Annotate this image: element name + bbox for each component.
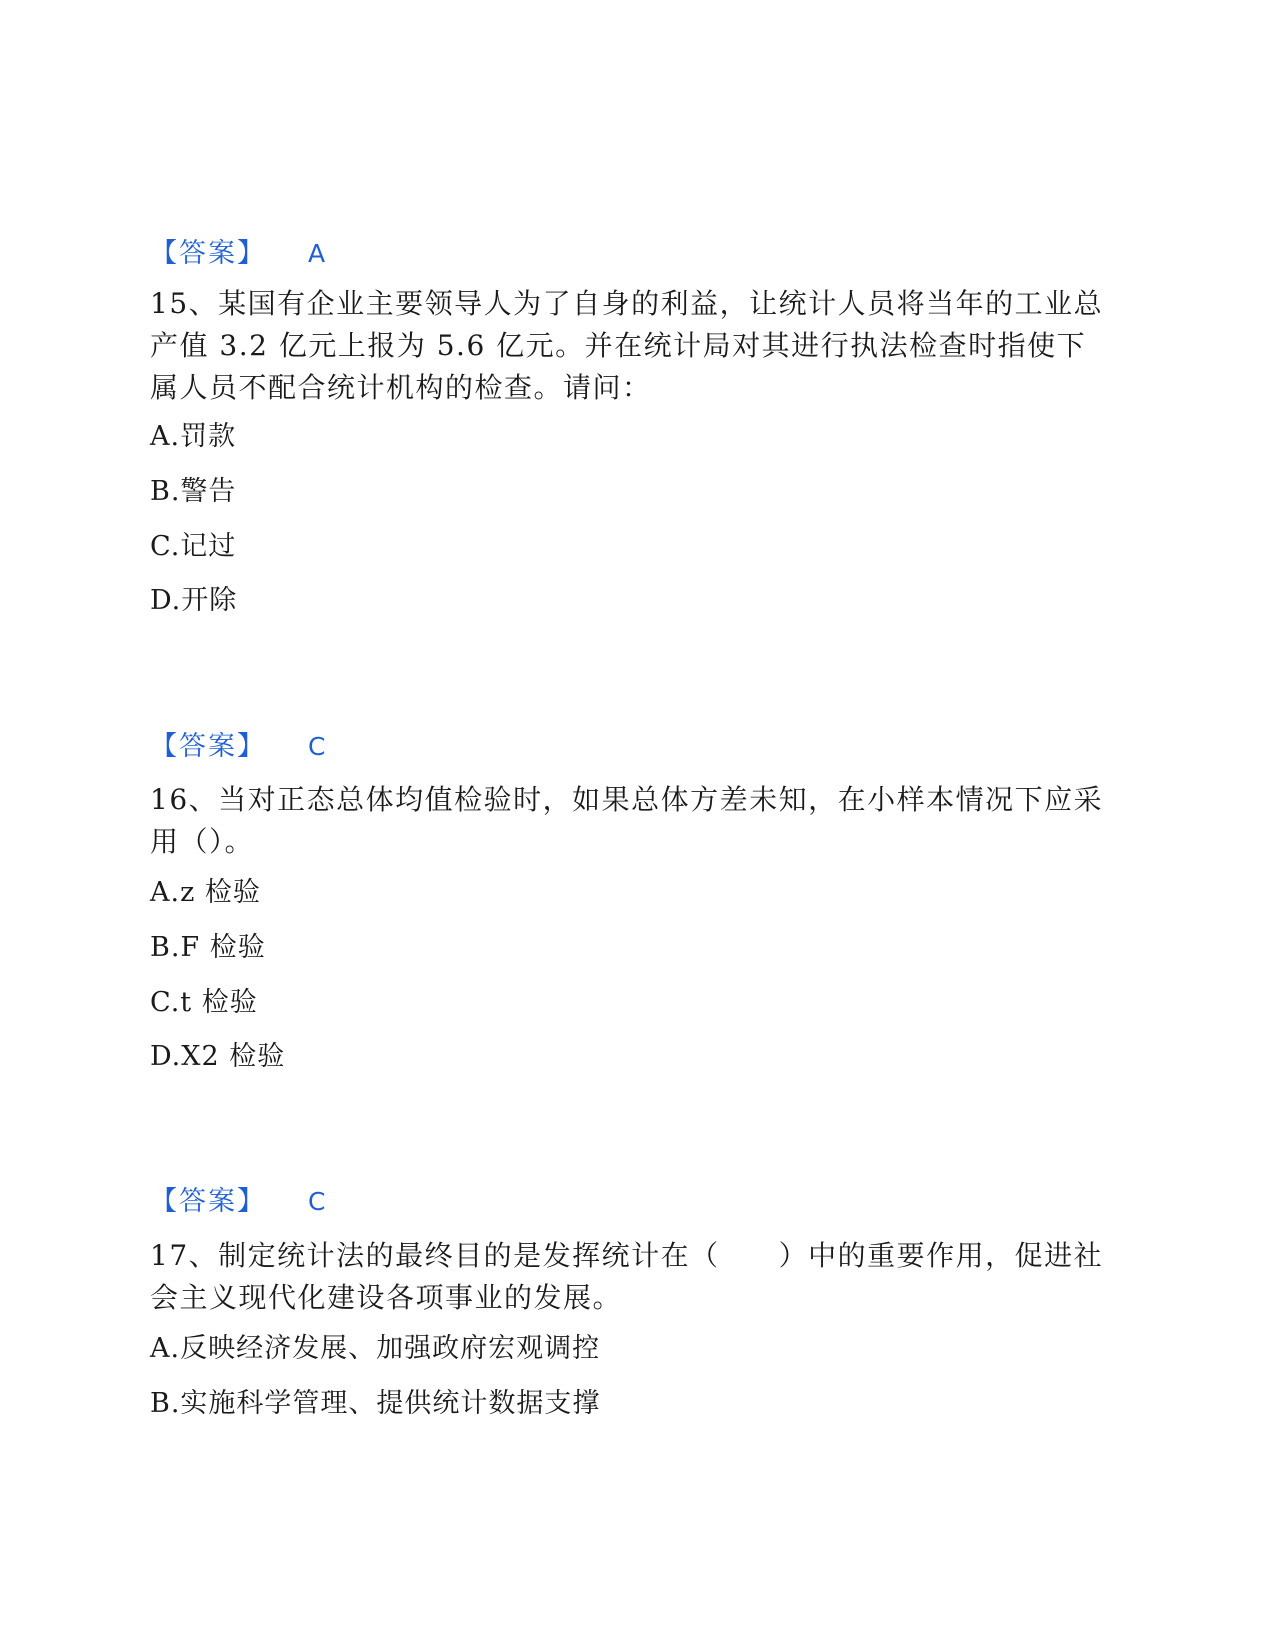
answer-label: 【答案】 [150, 238, 266, 269]
question-text: 17、制定统计法的最终目的是发挥统计在（ ）中的重要作用，促进社会主义现代化建设各项事业的发展。 [150, 1239, 1104, 1314]
option-a: A.反映经济发展、加强政府宏观调控 [150, 1333, 601, 1364]
answer-value: A [308, 239, 326, 268]
option-c: C.记过 [150, 531, 237, 562]
option-d: D.开除 [150, 585, 238, 616]
option-d: D.X2 检验 [150, 1041, 286, 1072]
option-a: A.z 检验 [150, 877, 261, 908]
answer-value: C [308, 732, 326, 761]
option-b: B.F 检验 [150, 932, 266, 963]
option-b: B.实施科学管理、提供统计数据支撑 [150, 1388, 601, 1419]
answer-line [150, 1182, 326, 1222]
option-a: A.罚款 [150, 421, 237, 452]
option-c: C.t 检验 [150, 987, 258, 1018]
answer-label: 【答案】 [150, 731, 266, 762]
question-text: 16、当对正态总体均值检验时，如果总体方差未知，在小样本情况下应采用（）。 [150, 783, 1104, 858]
answer-line [150, 234, 326, 274]
option-b: B.警告 [150, 476, 237, 507]
answer-line [150, 727, 326, 767]
answer-value: C [308, 1187, 326, 1216]
question-text: 15、某国有企业主要领导人为了自身的利益，让统计人员将当年的工业总产值 3.2 亿元上报为 5.6 亿元。并在统计局对其进行执法检查时指使下属人员不配合统计机构的检查。请问： [150, 287, 1104, 404]
answer-label: 【答案】 [150, 1186, 266, 1217]
